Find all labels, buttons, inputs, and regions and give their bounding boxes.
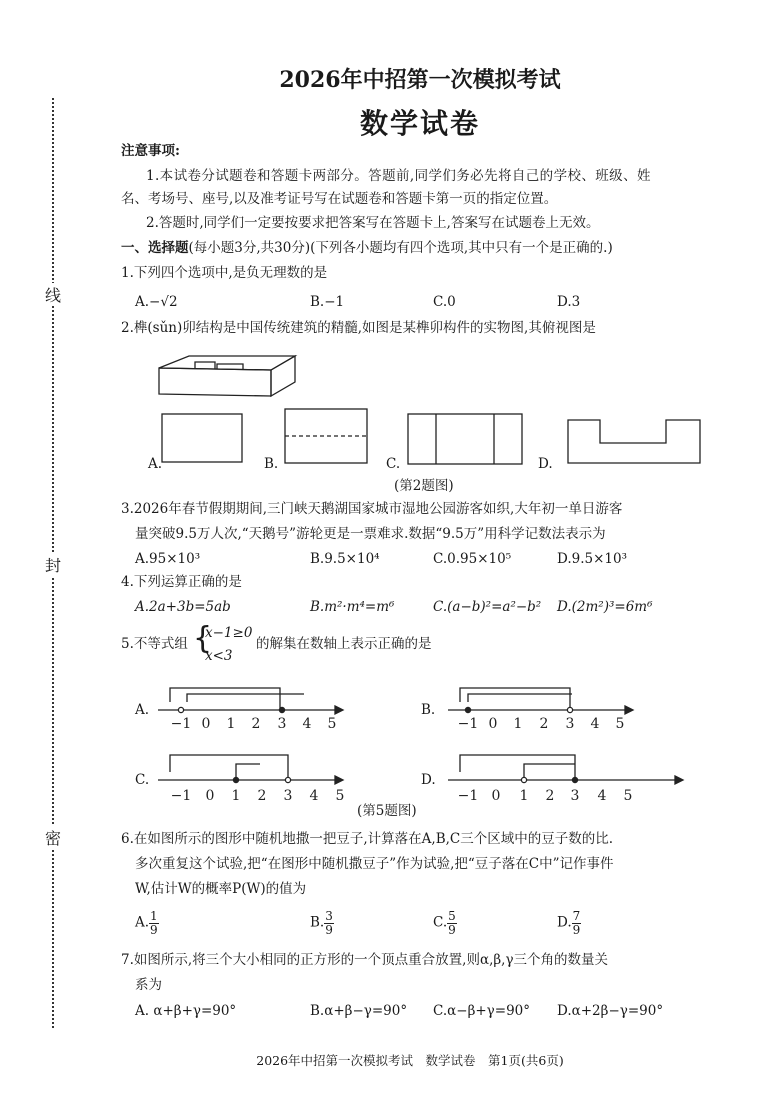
q2-caption: (第2题图) <box>394 478 454 494</box>
notes-item1-line1: 1.本试卷分试题卷和答题卡两部分。答题前,同学们务必先将自己的学校、班级、姓 <box>146 168 651 184</box>
q6-option-d-den: 9 <box>572 922 581 937</box>
binding-mark-feng: 封 <box>44 553 62 576</box>
q5-b-tick-0: 0 <box>488 716 498 732</box>
notes-heading: 注意事项: <box>121 143 180 159</box>
q2-option-d-label: D. <box>538 456 553 472</box>
exam-title: 2026年中招第一次模拟考试 <box>279 67 561 93</box>
q5-system-line2: x<3 <box>205 648 233 664</box>
q5-option-c-label: C. <box>135 772 150 788</box>
q5-b-open-point <box>567 707 572 712</box>
q5-a-tick-2: 2 <box>251 716 261 732</box>
notes-item2: 2.答题时,同学们一定要按要求把答案写在答题卡上,答案写在试题卷上无效。 <box>146 215 600 231</box>
q5-b-solid-point <box>465 707 470 712</box>
q5-a-tick-1: 1 <box>226 716 236 732</box>
q6-line1: 6.在如图所示的图形中随机地撒一把豆子,计算落在A,B,C三个区域中的豆子数的比. <box>121 831 614 847</box>
q6-option-b-fraction <box>324 910 334 936</box>
q6-option-a-label: A. <box>135 914 150 931</box>
q5-caption: (第5题图) <box>357 803 417 819</box>
binding-mark-xian: 线 <box>44 283 62 306</box>
section1-header <box>121 242 613 256</box>
q1-option-c: C.0 <box>433 294 456 310</box>
q6-line3: W,估计W的概率P(W)的值为 <box>135 881 307 897</box>
q5-b-tick-1: 1 <box>513 716 523 732</box>
q5-c-tick-1: 1 <box>231 788 241 804</box>
q5-c-tick-3: 3 <box>283 788 293 804</box>
q3-line1: 3.2026年春节假期期间,三门峡天鹅湖国家城市湿地公园游客如织,大年初一单日游客 <box>121 501 623 517</box>
section1-heading: 一、选择题 <box>121 240 189 256</box>
q6-option-a-num: 1 <box>150 909 158 923</box>
q5-c-tick-4: 4 <box>309 788 319 804</box>
q1-option-b: B.−1 <box>310 294 345 310</box>
q5-c-tick-5: 5 <box>335 788 345 804</box>
q6-line2: 多次重复这个试验,把“在图形中随机撒豆子”作为试验,把“豆子落在C中”记作事件 <box>135 856 614 872</box>
q2-option-c-label: C. <box>386 456 401 472</box>
q5-d-tick-4: 4 <box>597 788 607 804</box>
q1-stem: 1.下列四个选项中,是负无理数的是 <box>121 265 328 281</box>
q6-option-c-den: 9 <box>448 922 456 937</box>
q5-d-tick-1: 1 <box>519 788 529 804</box>
q5-c-tick-2: 2 <box>257 788 267 804</box>
q5-c-tick-m1: −1 <box>170 788 192 804</box>
q3-line2: 量突破9.5万人次,“天鹅号”游轮更是一票难求.数据“9.5万”用科学记数法表示为 <box>135 526 606 542</box>
q5-a-tick-4: 4 <box>302 716 312 732</box>
q4-option-a: A.2a+3b=5ab <box>135 599 231 615</box>
q6-option-b-den: 9 <box>325 922 333 937</box>
q6-option-b-label: B. <box>310 914 325 931</box>
q6-option-c <box>433 910 457 936</box>
q3-option-c: C.0.95×10⁵ <box>433 551 512 567</box>
q2-option-a-figure <box>162 414 242 462</box>
q3-option-d: D.9.5×10³ <box>557 551 628 567</box>
q5-system-line1: x−1≥0 <box>205 625 253 641</box>
q2-option-a-label: A. <box>148 456 163 472</box>
q6-option-d <box>557 910 581 936</box>
q1-option-a: A.−√2 <box>135 294 178 310</box>
q6-option-d-num: 7 <box>572 909 581 923</box>
q5-c-solid-point <box>233 777 238 782</box>
q5-stem-post: 的解集在数轴上表示正确的是 <box>256 636 432 652</box>
q5-c-right-ray <box>236 764 260 778</box>
q4-option-d: D.(2m²)³=6m⁶ <box>557 599 653 615</box>
q5-d-tick-0: 0 <box>491 788 501 804</box>
q5-b-tick-m1: −1 <box>457 716 479 732</box>
q5-d-solid-point <box>572 777 577 782</box>
q7-option-a: A. α+β+γ=90° <box>135 1003 237 1019</box>
q2-option-b-label: B. <box>264 456 279 472</box>
q4-stem: 4.下列运算正确的是 <box>121 574 242 590</box>
q5-d-inner-ray <box>524 764 575 778</box>
q2-figure-front-face <box>159 368 271 396</box>
q2-figure-side-face <box>271 356 295 396</box>
q5-a-right-ray <box>187 694 304 702</box>
section1-desc: (每小题3分,共30分)(下列各小题均有四个选项,其中只有一个是正确的.) <box>188 240 613 256</box>
q4-option-b: B.m²·m⁴=m⁶ <box>310 599 395 615</box>
q2-figure-notch-left <box>195 362 215 369</box>
q5-c-open-point <box>285 777 290 782</box>
q5-b-arrow <box>625 706 633 714</box>
q2-stem: 2.榫(sǔn)卯结构是中国传统建筑的精髓,如图是某榫卯构件的实物图,其俯视图是 <box>121 320 596 336</box>
q6-option-c-label: C. <box>433 914 448 931</box>
q5-b-tick-5: 5 <box>615 716 625 732</box>
q5-b-range-ray <box>460 688 570 708</box>
q5-b-tick-2: 2 <box>539 716 549 732</box>
q5-stem-pre: 5.不等式组 <box>121 636 188 652</box>
q2-option-b-figure <box>285 409 367 463</box>
q5-option-b-label: B. <box>421 702 436 718</box>
binding-mark-mi: 密 <box>44 826 62 849</box>
q6-option-a <box>135 910 159 936</box>
q5-a-tick-0: 0 <box>201 716 211 732</box>
q6-option-c-num: 5 <box>448 909 456 923</box>
subject-title: 数学试卷 <box>359 107 480 140</box>
q6-option-b <box>310 910 334 936</box>
q5-d-open-point <box>521 777 526 782</box>
q5-b-tick-3: 3 <box>565 716 575 732</box>
q2-option-c-figure <box>408 414 522 464</box>
q5-a-tick-5: 5 <box>327 716 337 732</box>
q2-figure-notch-right <box>217 364 243 369</box>
q7-line2: 系为 <box>135 977 162 993</box>
q5-b-inner-ray <box>468 694 572 702</box>
q2-mortise-3d-figure <box>155 352 305 402</box>
q6-option-d-fraction <box>572 910 582 936</box>
q5-a-tick-m1: −1 <box>170 716 192 732</box>
q2-options-figures <box>140 405 750 475</box>
q5-c-tick-0: 0 <box>205 788 215 804</box>
q5-d-arrow <box>675 776 683 784</box>
q4-option-c: C.(a−b)²=a²−b² <box>433 599 542 615</box>
q5-d-tick-5: 5 <box>623 788 633 804</box>
q5-option-a-label: A. <box>135 702 150 718</box>
q7-line1: 7.如图所示,将三个大小相同的正方形的一个顶点重合放置,则α,β,γ三个角的数量关 <box>121 952 609 968</box>
q5-a-open-point <box>178 707 183 712</box>
q5-brace: { <box>193 621 213 656</box>
q5-d-range-ray <box>460 755 575 778</box>
q5-d-tick-2: 2 <box>545 788 555 804</box>
q7-option-c: C.α−β+γ=90° <box>433 1003 530 1019</box>
q6-option-b-num: 3 <box>325 909 333 923</box>
q6-option-a-fraction <box>149 910 159 936</box>
q5-c-arrow <box>335 776 343 784</box>
q5-d-tick-3: 3 <box>570 788 580 804</box>
q1-option-d: D.3 <box>557 294 581 310</box>
q5-d-tick-m1: −1 <box>457 788 479 804</box>
q6-option-c-fraction <box>447 910 457 936</box>
q7-option-d: D.α+2β−γ=90° <box>557 1003 664 1019</box>
q6-option-a-den: 9 <box>150 922 158 937</box>
q6-option-d-label: D. <box>557 914 572 931</box>
q5-c-left-ray <box>170 755 288 778</box>
q5-option-d-label: D. <box>421 772 436 788</box>
notes-item1-line2: 名、考场号、座号,以及准考证号写在试题卷和答题卡第一页的指定位置。 <box>121 191 558 207</box>
q3-option-a: A.95×10³ <box>135 551 201 567</box>
q5-a-solid-point <box>279 707 284 712</box>
q7-option-b: B.α+β−γ=90° <box>310 1003 408 1019</box>
q3-option-b: B.9.5×10⁴ <box>310 551 380 567</box>
q2-option-d-figure <box>568 420 700 463</box>
page-footer: 2026年中招第一次模拟考试 数学试卷 第1页(共6页) <box>256 1053 564 1068</box>
q5-a-arrow <box>335 706 343 714</box>
q5-a-tick-3: 3 <box>277 716 287 732</box>
q5-b-tick-4: 4 <box>590 716 600 732</box>
